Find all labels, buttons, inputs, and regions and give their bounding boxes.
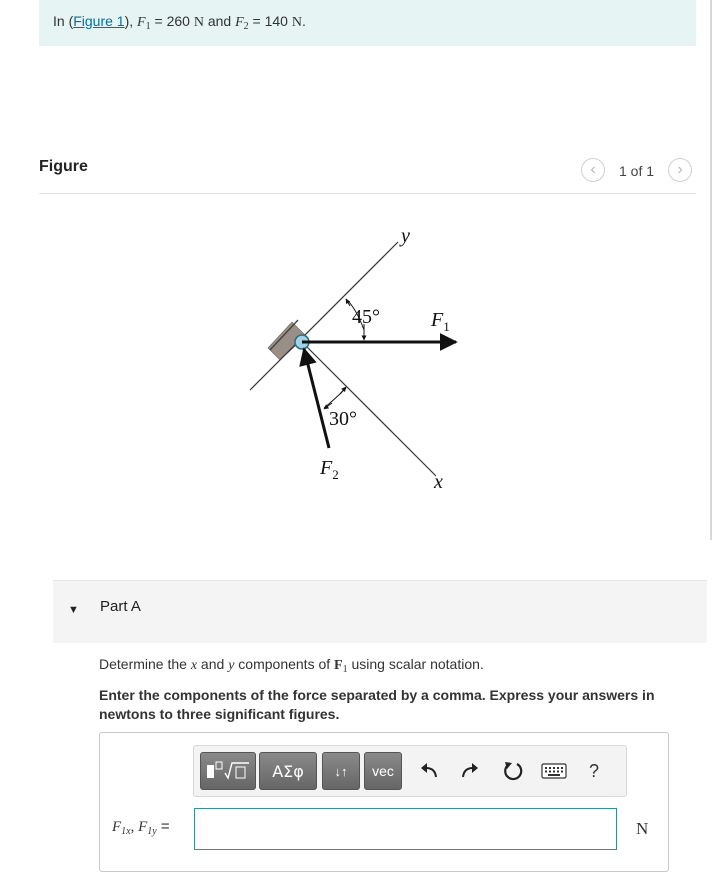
f1-symbol: F: [137, 15, 146, 30]
answer-label-f2: F: [138, 819, 148, 835]
figure-pager-count: 1 of 1: [619, 163, 655, 179]
keyboard-icon: [541, 763, 567, 779]
reset-icon: [502, 760, 524, 782]
math-toolbar: [193, 745, 627, 797]
part-title: Part A: [100, 598, 141, 615]
angle-30-arrow-b: [340, 387, 346, 394]
f1-subscript: 1: [145, 21, 151, 32]
intro-mid: ),: [124, 13, 138, 29]
answer-label-sub1: 1x: [121, 826, 131, 837]
part-a-header[interactable]: [53, 580, 707, 643]
intro-text: [53, 13, 306, 31]
f2-unit: N: [291, 15, 302, 30]
figure-divider: [39, 193, 696, 194]
previous-figure-button[interactable]: [581, 158, 605, 182]
figure-link[interactable]: Figure 1: [73, 13, 125, 29]
arrows-button[interactable]: ↓↑: [322, 752, 360, 790]
f2-label: [319, 457, 339, 482]
templates-button[interactable]: [200, 752, 256, 790]
x-axis-line: [302, 342, 436, 476]
redo-icon: [460, 762, 480, 780]
f2-value-text: = 140: [248, 13, 292, 29]
answer-label-sub2: 1y: [147, 826, 157, 837]
force-subscript: 1: [342, 664, 348, 675]
f2-subscript: 2: [243, 21, 249, 32]
templates-icon: [205, 759, 251, 783]
question-and: and: [197, 656, 229, 672]
force-symbol: F: [334, 658, 343, 673]
f2-label-letter: F: [320, 457, 333, 479]
next-figure-button[interactable]: [668, 158, 692, 182]
f2-label-sub: 2: [332, 467, 339, 482]
x-axis-label: x: [434, 471, 443, 493]
chevron-right-icon: ›: [677, 161, 683, 178]
intro-banner: [39, 0, 696, 46]
keyboard-button[interactable]: [539, 758, 569, 784]
f2-symbol: F: [235, 15, 244, 30]
answer-input[interactable]: [194, 808, 617, 850]
question-mid: components of: [234, 656, 335, 672]
instructions: Enter the components of the force separated by a comma. Express your answers in newtons to three significant figures.: [99, 687, 655, 722]
f1-label-sub: 1: [443, 319, 450, 334]
angle-30-label: 30°: [329, 408, 357, 430]
collapse-caret-icon[interactable]: ▼: [68, 604, 79, 616]
intro-and: and: [203, 13, 236, 29]
angle-45-label: 45°: [352, 306, 380, 328]
answer-label: [112, 818, 170, 836]
reset-button[interactable]: [500, 758, 526, 784]
intro-end: .: [301, 13, 306, 29]
answer-unit: N: [636, 819, 649, 838]
answer-label-eq: =: [156, 818, 170, 835]
greek-symbols-button[interactable]: ΑΣφ: [259, 752, 317, 790]
help-button[interactable]: ?: [588, 760, 599, 781]
vector-button[interactable]: vec: [364, 752, 402, 790]
y-variable: y: [228, 658, 235, 673]
figure-heading: Figure: [39, 158, 88, 175]
intro-prefix: In (: [53, 13, 74, 29]
force-diagram: [240, 220, 480, 500]
answer-label-sep: ,: [130, 819, 139, 835]
f1-label: [430, 309, 450, 334]
undo-button[interactable]: [416, 758, 442, 784]
y-axis-label: y: [401, 225, 410, 247]
chevron-left-icon: ‹: [590, 161, 596, 178]
f2-vector: [304, 349, 329, 448]
f1-unit: N: [193, 15, 204, 30]
redo-button[interactable]: [457, 758, 483, 784]
answer-label-f1: F: [112, 819, 122, 835]
question-prefix: Determine the: [99, 656, 191, 672]
question-suffix: using scalar notation.: [347, 656, 484, 672]
x-variable: x: [190, 658, 198, 673]
question-text: [99, 656, 484, 674]
f1-label-letter: F: [431, 309, 444, 331]
f1-value-text: = 260: [150, 13, 194, 29]
undo-icon: [419, 762, 439, 780]
